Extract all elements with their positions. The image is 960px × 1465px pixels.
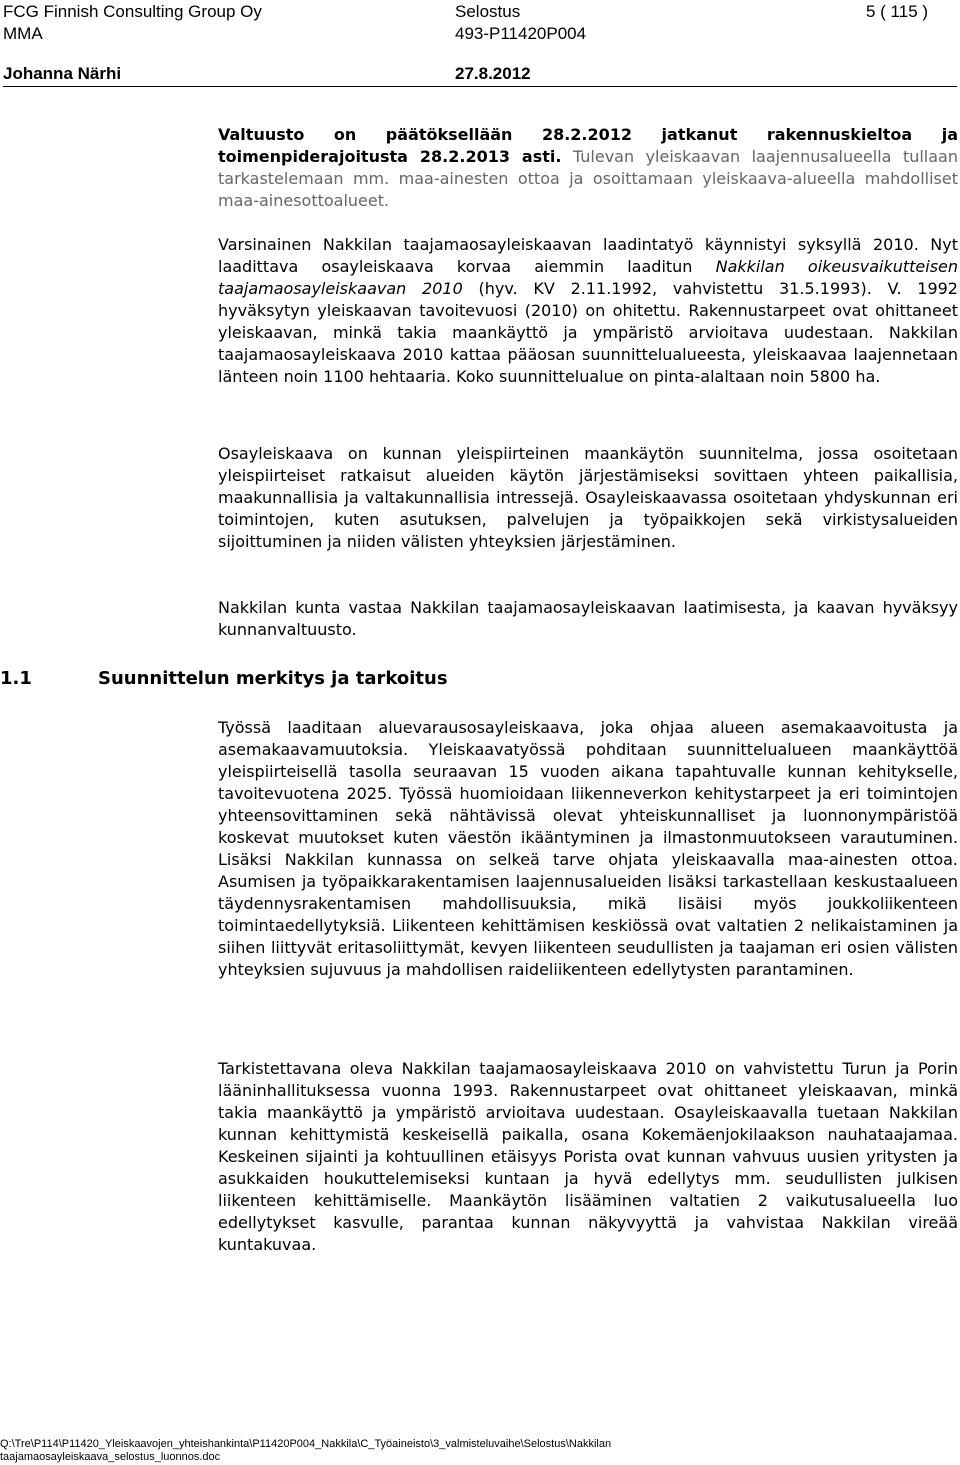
section-paragraph-1: Työssä laaditaan aluevarausosayleiskaava, joka ohjaa alueen asemakaavoitusta ja asemakaavamuutoksia. Yleiskaavatyössä pohditaan suunnittelualueen maankäyttöä yleispiirteisellä tasolla seuraavan 15 vuoden aikana tapahtuvalle kunnan kehitykselle, tavoitevuotena 2025. Työssä huomioidaan liikenneverkon kehitystarpeet ja eri toimintojen yhteensovittaminen sekä nähtävissä olevat yhteiskunnalliset ja luonnonympäristöä koskevat muutokset kuten väestön ikääntyminen ja ilmastonmuutokseen varautuminen. Lisäksi Nakkilan kunnassa on selkeä tarve ohjata yleiskaavalla maa-ainesten ottoa. Asumisen ja työpaikkarakentamisen laajennusalueiden lisäksi tarkastellaan keskustaalueen täydennysrakentamisen mahdollisuuksia, mikä lisäisi myös joukkoliikenteen toimintaedellytyksiä. Liikenteen kehittämisen keskiössä ovat valtatien 2 nelikaistaminen ja siihen liittyvät eritasoliittymät, kevyen liikenteen seudullisten ja taajaman eri osien välisten yhteyksien sujuvuus ja mahdollisen raideliikenteen edellytysten parantaminen. xyxy=(218,718,958,979)
intro-paragraph-3: Osayleiskaava on kunnan yleispiirteinen maankäytön suunnitelma, jossa osoitetaan yleispiirteiset ratkaisut alueiden käytön järjestämiseksi sovittaen yhteen paikallisia, maakunnallisia ja valtakunnallisia intressejä. Osayleiskaavassa osoitetaan yhdyskunnan eri toimintojen, kuten asutuksen, palvelujen ja työpaikkojen sekä virkistysalueiden sijoittuminen ja niiden välisten yhteyksien järjestäminen. xyxy=(218,444,958,551)
decision-text: Valtuusto on päätöksellään 28.2.2012 jatkanut rakennuskieltoa ja toimenpiderajoitusta 28.2.2013 asti. xyxy=(218,125,958,166)
company-name: FCG Finnish Consulting Group Oy xyxy=(3,2,262,21)
document-date: 27.8.2012 xyxy=(455,64,531,83)
intro-paragraph-2 xyxy=(218,234,958,388)
file-path-line-2: taajamaosayleiskaava_selostus_luonnos.doc xyxy=(0,1451,221,1463)
paragraph-start: Varsinainen Nakkilan taajamaosayleiskaavan laadintatyö käynnistyi syksyllä 2010. Nyt laadittava osayleiskaava korvaa aiemmin laaditun xyxy=(218,235,958,276)
document-code: 493-P11420P004 xyxy=(455,24,587,43)
intro-paragraph-4: Nakkilan kunta vastaa Nakkilan taajamaosayleiskaavan laatimisesta, ja kaavan hyväksyy kunnanvaltuusto. xyxy=(218,598,958,639)
header-rule xyxy=(3,86,957,87)
section-heading xyxy=(0,668,448,689)
file-path-line-1: Q:\Tre\P114\P11420_Yleiskaavojen_yhteishankinta\P11420P004_Nakkila\C_Työaineisto\3_valmisteluvaihe\Selostus\Nakkilan xyxy=(0,1438,612,1450)
section-paragraph-2: Tarkistettavana oleva Nakkilan taajamaosayleiskaava 2010 on vahvistettu Turun ja Porin lääninhallituksessa vuonna 1993. Rakennustarpeet ovat ohittaneet yleiskaavan, minkä takia maankäyttö ja ympäristö arvioitava uudestaan. Osayleiskaavalla tuetaan Nakkilan kunnan kehittymistä keskeisellä paikalla, osana Kokemäenjokilaakson nauhataajamaa. Keskeinen sijainti ja kohtuullinen etäisyys Porista ovat kunnan vahvuus uusien yritysten ja asukkaiden houkuttelemiseksi kuntaan ja hyvä edellytys mm. seudullisten julkisen liikenteen kehittämiselle. Maankäytön lisääminen valtatien 2 vaikutusalueella luo edellytykset kasvulle, parantaa kunnan näkyvyyttä ja vahvistaa Nakkilan vireää kuntakuvaa. xyxy=(218,1059,958,1254)
page-number: 5 ( 115 ) xyxy=(866,2,929,21)
author-name: Johanna Närhi xyxy=(3,64,122,83)
section-title: Suunnittelun merkitys ja tarkoitus xyxy=(98,668,448,689)
plan-name: Nakkilan oikeusvaikutteisen taajamaosayleiskaavan 2010 xyxy=(218,257,959,298)
document-type: Selostus xyxy=(455,2,521,21)
client-name: MMA xyxy=(3,24,43,43)
file-path-footer xyxy=(0,1438,611,1464)
paragraph-end: (hyv. KV 2.11.1992, vahvistettu 31.5.1993). V. 1992 hyväksytyn yleiskaavan tavoitevuosi (2010) on ohitettu. Rakennustarpeet ovat ohittaneet yleiskaavan, minkä takia maankäyttö ja ympäristö arvioitava uudestaan. Nakkilan taajamaosayleiskaava 2010 kattaa pääosan suunnittelualueesta, yleiskaavaa laajennetaan länteen noin 1100 hehtaaria. Koko suunnittelualue on pinta-alaltaan noin 5800 ha. xyxy=(218,279,958,386)
extension-text: Tulevan yleiskaavan laajennusalueella tullaan tarkastelemaan mm. maa-ainesten ottoa ja osoittamaan yleiskaava-alueella mahdolliset maa-ainesottoalueet. xyxy=(218,147,958,210)
section-number: 1.1 xyxy=(0,668,32,689)
intro-paragraph-1 xyxy=(218,124,958,212)
